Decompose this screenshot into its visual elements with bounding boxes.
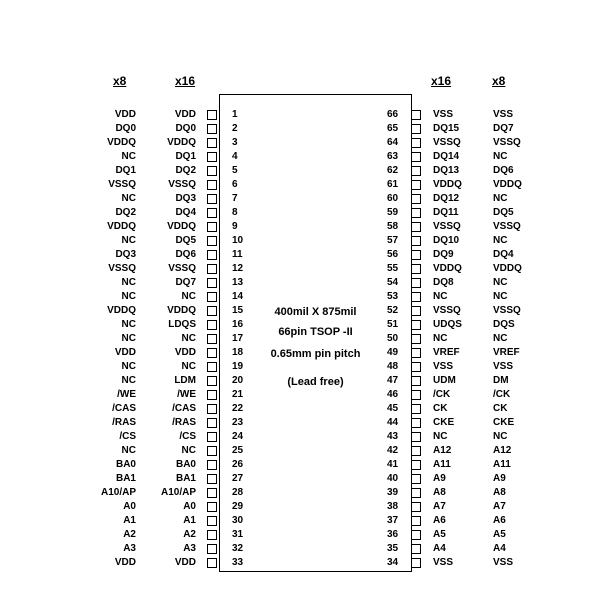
right-pin-x16-label: /CK (433, 389, 451, 400)
left-pin-number: 11 (232, 249, 243, 260)
right-pin-x8-label: A7 (493, 501, 506, 512)
right-pin-number: 42 (387, 445, 399, 456)
left-pin-number: 18 (232, 347, 244, 358)
left-pin-x16-label: A0 (183, 501, 196, 512)
left-pin-x16-label: VSSQ (168, 263, 196, 274)
right-pin-number: 47 (387, 375, 399, 386)
left-pin-pad (207, 488, 217, 498)
left-pin-number: 33 (232, 557, 244, 568)
left-pin-pad (207, 362, 217, 372)
left-pin-x8-label: NC (121, 151, 136, 162)
left-pin-pad (207, 390, 217, 400)
right-pin-number: 51 (387, 319, 399, 330)
left-pin-x8-label: A3 (123, 543, 136, 554)
right-pin-pad (411, 292, 421, 302)
left-pin-x16-label: LDM (174, 375, 196, 386)
left-pin-number: 5 (232, 165, 238, 176)
left-pin-number: 24 (232, 431, 244, 442)
right-pin-x8-label: DQ7 (493, 123, 514, 134)
right-pin-pad (411, 446, 421, 456)
left-pin-number: 9 (232, 221, 238, 232)
right-pin-x16-label: CKE (433, 417, 455, 428)
right-pin-number: 66 (387, 109, 399, 120)
right-pin-pad (411, 222, 421, 232)
left-pin-x16-label: /CAS (172, 403, 196, 414)
right-pin-x8-label: NC (493, 235, 508, 246)
left-pin-number: 1 (232, 109, 238, 120)
right-pin-x16-label: VREF (433, 347, 460, 358)
right-pin-x16-label: VSSQ (433, 221, 461, 232)
right-pin-number: 40 (387, 473, 399, 484)
right-pin-x8-label: DQ5 (493, 207, 514, 218)
left-pin-x8-label: NC (121, 333, 136, 344)
right-pin-x8-label: VREF (493, 347, 520, 358)
left-pin-number: 32 (232, 543, 244, 554)
right-pin-number: 46 (387, 389, 399, 400)
right-x8-header: x8 (492, 74, 506, 88)
right-pin-pad (411, 418, 421, 428)
left-pin-pad (207, 264, 217, 274)
right-pin-number: 49 (387, 347, 399, 358)
left-pin-x8-label: VDD (114, 347, 136, 358)
left-pin-pad (207, 208, 217, 218)
left-pin-pad (207, 236, 217, 246)
left-pin-x8-label: NC (121, 193, 136, 204)
left-pin-number: 31 (232, 529, 244, 540)
right-pin-number: 41 (387, 459, 399, 470)
right-pin-x16-label: DQ9 (433, 249, 454, 260)
left-pin-pad (207, 124, 217, 134)
package-type-text: 66pin TSOP -II (278, 326, 353, 338)
right-pin-x8-label: VDDQ (493, 179, 522, 190)
right-pin-x16-label: VDDQ (433, 263, 462, 274)
left-pin-x8-label: A10/AP (100, 487, 136, 498)
right-pin-x16-label: A7 (433, 501, 446, 512)
right-pin-pad (411, 460, 421, 470)
left-pin-number: 19 (232, 361, 244, 372)
right-pin-x16-label: VSS (433, 109, 454, 120)
right-pin-x16-label: A4 (433, 543, 446, 554)
right-pin-number: 61 (387, 179, 399, 190)
right-pin-x8-label: A9 (493, 473, 506, 484)
right-pin-x8-label: A8 (493, 487, 506, 498)
right-pin-number: 36 (387, 529, 399, 540)
right-pin-x8-label: CK (493, 403, 508, 414)
right-pin-number: 60 (387, 193, 399, 204)
right-pin-pad (411, 152, 421, 162)
right-pin-x16-label: VSS (433, 557, 454, 568)
left-pin-x16-label: DQ2 (175, 165, 196, 176)
right-pin-pad (411, 516, 421, 526)
right-pin-x8-label: DQ6 (493, 165, 514, 176)
right-pin-number: 54 (387, 277, 399, 288)
left-pin-x8-label: NC (121, 291, 136, 302)
right-pin-x16-label: VSSQ (433, 137, 461, 148)
left-pin-x8-label: DQ0 (115, 123, 136, 134)
right-pin-x8-label: NC (493, 291, 508, 302)
left-pin-x8-label: /WE (117, 389, 136, 400)
right-pin-x16-label: UDQS (433, 319, 462, 330)
right-pin-number: 45 (387, 403, 399, 414)
right-pin-x8-label: A12 (493, 445, 512, 456)
left-pin-x16-label: DQ7 (175, 277, 196, 288)
right-pin-x16-label: VSSQ (433, 305, 461, 316)
left-pin-x16-label: A10/AP (160, 487, 196, 498)
left-pin-x8-label: NC (121, 361, 136, 372)
left-pin-pad (207, 460, 217, 470)
right-pin-x16-label: A9 (433, 473, 446, 484)
right-pin-number: 63 (387, 151, 399, 162)
right-pin-pad (411, 348, 421, 358)
right-pin-pad (411, 208, 421, 218)
left-pin-number: 2 (232, 123, 238, 134)
right-pin-number: 35 (387, 543, 399, 554)
right-pin-x8-label: A11 (493, 459, 511, 470)
right-pin-x8-label: /CK (493, 389, 511, 400)
left-pin-number: 7 (232, 193, 238, 204)
right-pin-pad (411, 124, 421, 134)
right-pin-pad (411, 334, 421, 344)
right-pin-pad (411, 376, 421, 386)
left-pin-pad (207, 180, 217, 190)
left-pin-x16-label: VSSQ (168, 179, 196, 190)
left-pin-x8-label: VSSQ (108, 263, 136, 274)
right-pin-number: 43 (387, 431, 399, 442)
left-pin-number: 17 (232, 333, 244, 344)
lead-free-text: (Lead free) (287, 376, 344, 388)
left-pin-x8-label: NC (121, 277, 136, 288)
left-pin-pad (207, 404, 217, 414)
left-pin-x16-label: A3 (183, 543, 196, 554)
right-pin-x8-label: VDDQ (493, 263, 522, 274)
right-x16-header: x16 (431, 74, 452, 88)
right-pin-number: 55 (387, 263, 399, 274)
right-pin-number: 38 (387, 501, 399, 512)
left-pin-x8-label: VSSQ (108, 179, 136, 190)
left-pin-x8-label: /CS (119, 431, 136, 442)
left-pin-pad (207, 558, 217, 568)
right-pin-x16-label: DQ15 (433, 123, 460, 134)
right-pin-pad (411, 404, 421, 414)
left-pin-x16-label: DQ0 (175, 123, 196, 134)
right-pin-pad (411, 110, 421, 120)
left-pin-x16-label: NC (181, 291, 196, 302)
left-pin-x16-label: VDD (174, 557, 196, 568)
left-pin-pad (207, 292, 217, 302)
left-pin-x8-label: NC (121, 235, 136, 246)
left-pin-x8-label: /RAS (112, 417, 136, 428)
left-pin-x16-label: DQ3 (175, 193, 196, 204)
right-pin-x8-label: NC (493, 431, 508, 442)
right-pin-pad (411, 362, 421, 372)
left-pin-x16-label: BA0 (175, 459, 196, 470)
right-pin-pad (411, 166, 421, 176)
right-pin-x8-label: A4 (493, 543, 506, 554)
right-pin-x8-label: VSSQ (493, 137, 521, 148)
right-pin-number: 50 (387, 333, 399, 344)
right-pin-x8-label: A6 (493, 515, 506, 526)
left-pin-pad (207, 278, 217, 288)
right-pin-number: 48 (387, 361, 399, 372)
right-pin-pad (411, 278, 421, 288)
left-pin-pad (207, 446, 217, 456)
right-pin-pad (411, 474, 421, 484)
left-pin-pad (207, 544, 217, 554)
left-pin-x8-label: A0 (123, 501, 136, 512)
left-pin-number: 14 (232, 291, 244, 302)
left-pin-pad (207, 250, 217, 260)
right-pin-pad (411, 264, 421, 274)
left-pin-number: 15 (232, 305, 244, 316)
left-pin-pad (207, 152, 217, 162)
left-pin-number: 16 (232, 319, 244, 330)
right-pin-x16-label: VDDQ (433, 179, 462, 190)
left-pin-pad (207, 306, 217, 316)
left-pin-x8-label: VDDQ (107, 221, 136, 232)
right-pin-number: 44 (387, 417, 399, 428)
left-pin-number: 25 (232, 445, 244, 456)
left-pin-number: 29 (232, 501, 244, 512)
right-pin-pad (411, 544, 421, 554)
right-pin-x8-label: VSS (493, 557, 514, 568)
right-pin-pad (411, 488, 421, 498)
right-pin-x16-label: CK (433, 403, 448, 414)
left-pin-x8-label: VDDQ (107, 137, 136, 148)
left-pin-x16-label: DQ6 (175, 249, 196, 260)
right-pin-pad (411, 432, 421, 442)
left-pin-pad (207, 348, 217, 358)
left-pin-number: 27 (232, 473, 244, 484)
right-pin-x16-label: NC (433, 291, 448, 302)
left-pin-x16-label: A2 (183, 529, 196, 540)
left-pin-x8-label: DQ2 (115, 207, 136, 218)
left-pin-pad (207, 138, 217, 148)
right-pin-x8-label: DM (493, 375, 509, 386)
left-pin-x8-label: BA0 (115, 459, 136, 470)
left-pin-pad (207, 194, 217, 204)
left-pin-x8-label: NC (121, 319, 136, 330)
right-pin-x8-label: VSS (493, 361, 514, 372)
left-pin-x8-label: VDD (114, 557, 136, 568)
left-pin-x16-label: VDDQ (167, 221, 196, 232)
right-pin-number: 64 (387, 137, 399, 148)
right-pin-x16-label: DQ12 (433, 193, 460, 204)
package-size-text: 400mil X 875mil (274, 306, 357, 318)
right-pin-pad (411, 320, 421, 330)
left-pin-x8-label: /CAS (112, 403, 136, 414)
left-pin-number: 26 (232, 459, 244, 470)
right-pin-x8-label: NC (493, 333, 508, 344)
right-pin-number: 59 (387, 207, 399, 218)
left-pin-x16-label: VDD (174, 347, 196, 358)
left-pin-pad (207, 320, 217, 330)
right-pin-x16-label: A8 (433, 487, 446, 498)
right-pin-x8-label: NC (493, 277, 508, 288)
right-pin-number: 65 (387, 123, 399, 134)
left-pin-x16-label: NC (181, 333, 196, 344)
left-pin-pad (207, 334, 217, 344)
right-pin-x16-label: A5 (433, 529, 446, 540)
right-pin-number: 39 (387, 487, 399, 498)
right-pin-number: 37 (387, 515, 399, 526)
left-pin-x16-label: NC (181, 445, 196, 456)
left-pin-number: 22 (232, 403, 244, 414)
right-pin-pad (411, 530, 421, 540)
left-x8-header: x8 (113, 74, 127, 88)
right-pin-pad (411, 390, 421, 400)
left-pin-pad (207, 166, 217, 176)
left-pin-number: 12 (232, 263, 244, 274)
right-pin-number: 52 (387, 305, 399, 316)
left-pin-number: 21 (232, 389, 244, 400)
left-pin-number: 30 (232, 515, 244, 526)
left-pin-number: 8 (232, 207, 238, 218)
left-pin-x16-label: LDQS (168, 319, 196, 330)
left-pin-pad (207, 110, 217, 120)
right-pin-number: 62 (387, 165, 399, 176)
right-pin-x16-label: NC (433, 333, 448, 344)
right-pin-x16-label: NC (433, 431, 448, 442)
left-pin-x8-label: DQ3 (115, 249, 136, 260)
right-pin-x8-label: DQ4 (493, 249, 514, 260)
left-pin-x16-label: VDDQ (167, 137, 196, 148)
right-pin-x8-label: VSS (493, 109, 514, 120)
right-pin-pad (411, 236, 421, 246)
right-pin-x16-label: DQ13 (433, 165, 460, 176)
right-pin-x16-label: A12 (433, 445, 452, 456)
left-pin-number: 10 (232, 235, 244, 246)
right-pin-x16-label: DQ8 (433, 277, 454, 288)
left-pin-x8-label: DQ1 (115, 165, 136, 176)
left-pin-number: 6 (232, 179, 238, 190)
right-pin-x16-label: VSS (433, 361, 454, 372)
left-pin-number: 4 (232, 151, 238, 162)
left-pin-x16-label: DQ1 (175, 151, 196, 162)
right-pin-pad (411, 138, 421, 148)
left-pin-x16-label: /RAS (172, 417, 196, 428)
left-pin-number: 20 (232, 375, 244, 386)
left-pin-x16-label: VDDQ (167, 305, 196, 316)
left-pin-number: 23 (232, 417, 244, 428)
right-pin-number: 53 (387, 291, 399, 302)
left-pin-x8-label: A1 (123, 515, 136, 526)
right-pin-x16-label: A6 (433, 515, 446, 526)
right-pin-x8-label: CKE (493, 417, 515, 428)
left-pin-x8-label: A2 (123, 529, 136, 540)
right-pin-x8-label: VSSQ (493, 305, 521, 316)
pin-pitch-text: 0.65mm pin pitch (270, 348, 361, 360)
left-pin-x16-label: BA1 (175, 473, 196, 484)
right-pin-x16-label: A11 (433, 459, 451, 470)
left-pin-pad (207, 418, 217, 428)
left-pin-number: 3 (232, 137, 238, 148)
right-pin-number: 34 (387, 557, 399, 568)
right-pin-x8-label: VSSQ (493, 221, 521, 232)
left-pin-pad (207, 432, 217, 442)
left-x16-header: x16 (175, 74, 196, 88)
left-pin-pad (207, 516, 217, 526)
right-pin-number: 58 (387, 221, 399, 232)
left-pin-pad (207, 376, 217, 386)
right-pin-x16-label: DQ14 (433, 151, 460, 162)
right-pin-pad (411, 558, 421, 568)
right-pin-number: 57 (387, 235, 399, 246)
right-pin-pad (411, 502, 421, 512)
left-pin-number: 13 (232, 277, 244, 288)
left-pin-x8-label: VDD (114, 109, 136, 120)
left-pin-x8-label: NC (121, 375, 136, 386)
left-pin-pad (207, 502, 217, 512)
right-pin-x8-label: NC (493, 193, 508, 204)
left-pin-x16-label: /CS (179, 431, 196, 442)
left-pin-pad (207, 530, 217, 540)
left-pin-x16-label: A1 (183, 515, 196, 526)
right-pin-number: 56 (387, 249, 399, 260)
left-pin-pad (207, 474, 217, 484)
left-pin-x16-label: /WE (177, 389, 196, 400)
right-pin-x16-label: UDM (433, 375, 456, 386)
right-pin-x8-label: A5 (493, 529, 506, 540)
right-pin-x16-label: DQ10 (433, 235, 460, 246)
left-pin-x8-label: VDDQ (107, 305, 136, 316)
left-pin-number: 28 (232, 487, 244, 498)
left-pin-x8-label: BA1 (115, 473, 136, 484)
left-pin-x16-label: DQ4 (175, 207, 196, 218)
right-pin-pad (411, 194, 421, 204)
left-pin-x16-label: VDD (174, 109, 196, 120)
right-pin-pad (411, 250, 421, 260)
right-pin-x8-label: NC (493, 151, 508, 162)
right-pin-pad (411, 306, 421, 316)
right-pin-pad (411, 180, 421, 190)
right-pin-x16-label: DQ11 (433, 207, 459, 218)
left-pin-x16-label: DQ5 (175, 235, 196, 246)
right-pin-x8-label: DQS (493, 319, 515, 330)
left-pin-x16-label: NC (181, 361, 196, 372)
left-pin-pad (207, 222, 217, 232)
left-pin-x8-label: NC (121, 445, 136, 456)
